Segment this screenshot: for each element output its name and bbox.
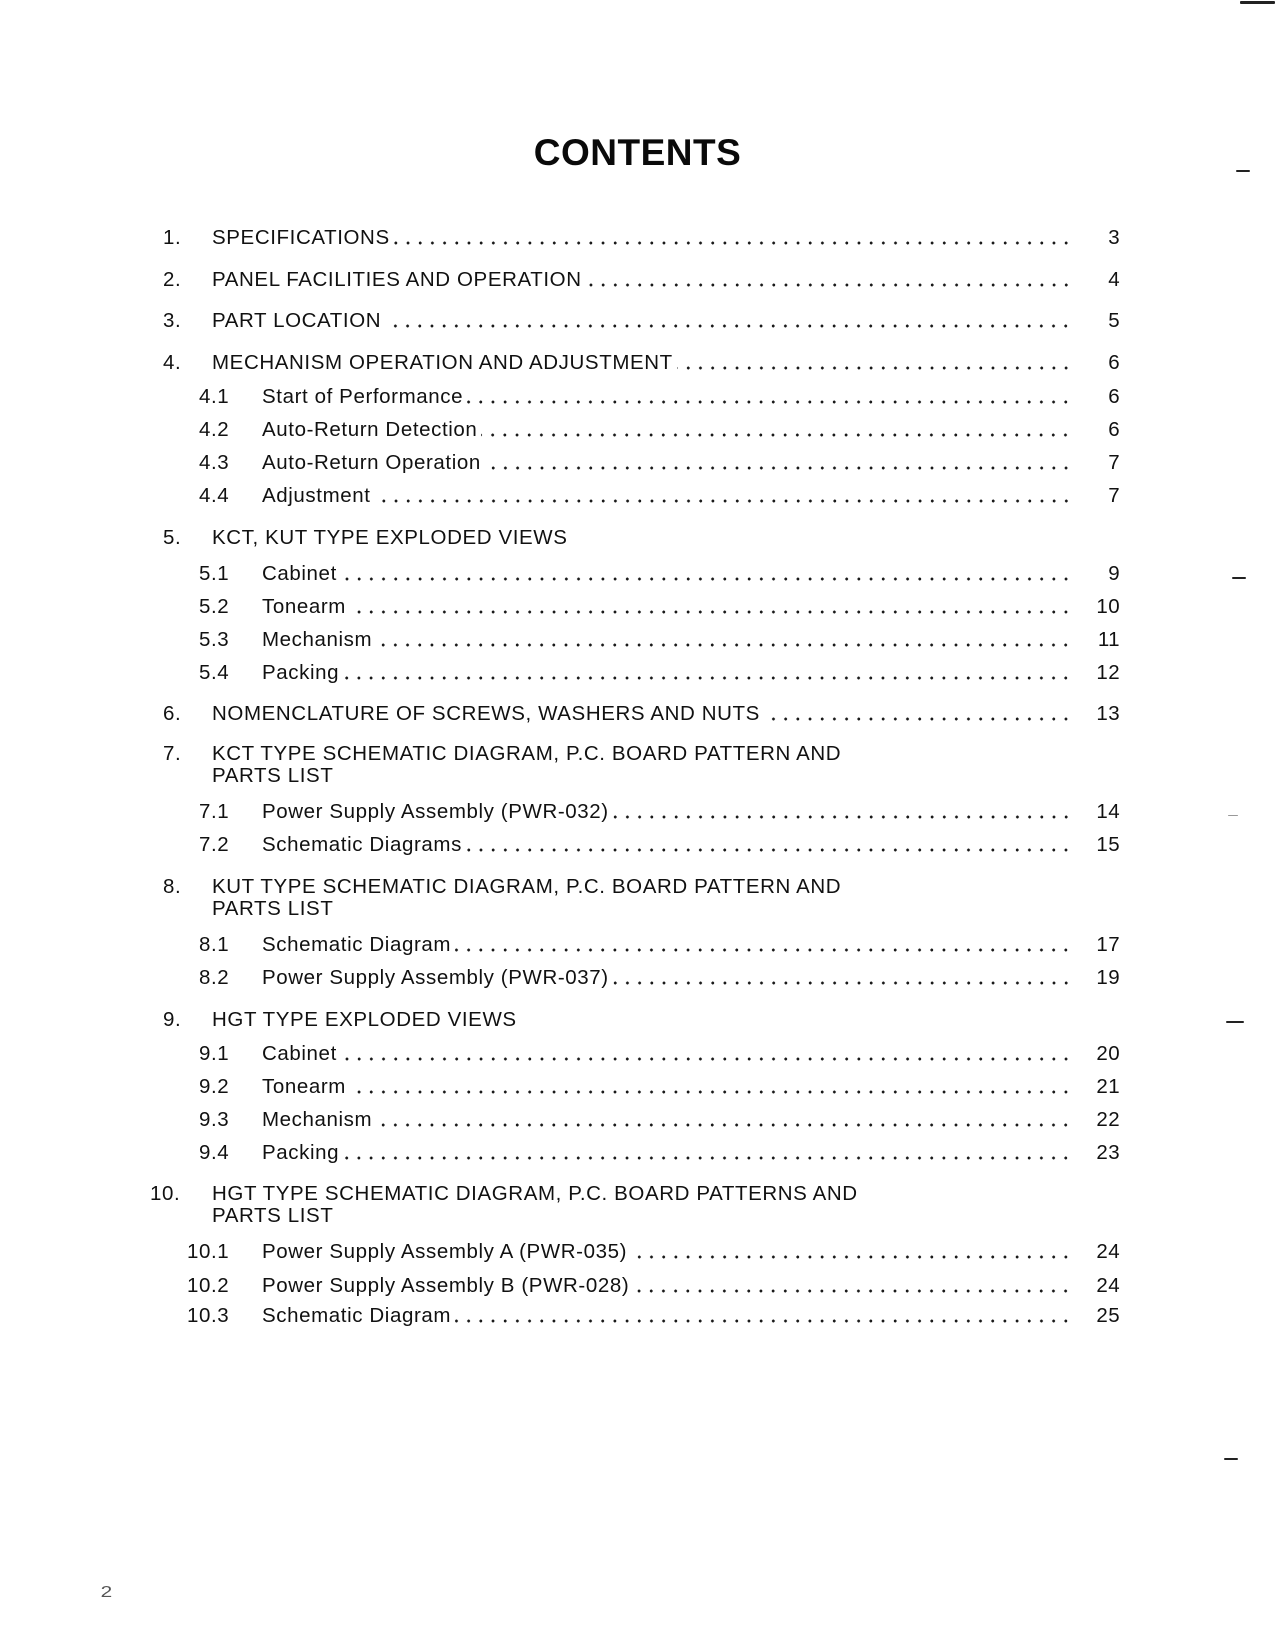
entry-label: KUT TYPE SCHEMATIC DIAGRAM, P.C. BOARD PATTERN AND bbox=[212, 875, 842, 898]
dot-leader bbox=[455, 1318, 1072, 1324]
dot-leader bbox=[633, 1288, 1072, 1294]
toc-subentry[interactable] bbox=[0, 798, 1275, 826]
scan-margin-mark bbox=[1236, 170, 1250, 172]
entry-label: Schematic Diagram bbox=[262, 1304, 452, 1327]
entry-label-continuation: PARTS LIST bbox=[212, 1204, 334, 1227]
entry-label: Schematic Diagram bbox=[262, 933, 452, 956]
scan-margin-mark bbox=[1226, 1021, 1244, 1023]
entry-label: Packing bbox=[262, 661, 340, 684]
entry-label: Cabinet bbox=[262, 562, 337, 585]
toc-subentry[interactable] bbox=[0, 1302, 1275, 1330]
dot-leader bbox=[376, 642, 1072, 648]
entry-page: 15 bbox=[1096, 833, 1120, 856]
entry-page: 11 bbox=[1097, 628, 1120, 651]
entry-number: 5. bbox=[163, 526, 182, 549]
scan-margin-mark bbox=[1232, 577, 1246, 579]
entry-number: 5.2 bbox=[199, 595, 230, 618]
toc-entry[interactable] bbox=[0, 1180, 1275, 1208]
toc-entry[interactable] bbox=[0, 873, 1275, 901]
toc-entry[interactable] bbox=[0, 524, 1275, 552]
entry-page: 24 bbox=[1096, 1274, 1120, 1297]
entry-number: 9.4 bbox=[199, 1141, 230, 1164]
entry-page: 23 bbox=[1096, 1141, 1120, 1164]
entry-number: 9.3 bbox=[199, 1108, 230, 1131]
toc-subentry[interactable] bbox=[0, 1238, 1275, 1266]
toc-subentry[interactable] bbox=[0, 1073, 1275, 1101]
entry-page: 7 bbox=[1108, 451, 1120, 474]
entry-number: 4.4 bbox=[199, 484, 230, 507]
toc-entry[interactable] bbox=[0, 224, 1275, 252]
toc-subentry[interactable] bbox=[0, 1139, 1275, 1167]
toc-subentry[interactable] bbox=[0, 482, 1275, 510]
toc-subentry[interactable] bbox=[0, 931, 1275, 959]
entry-page: 19 bbox=[1096, 966, 1120, 989]
entry-page: 5 bbox=[1108, 309, 1120, 332]
entry-page: 14 bbox=[1096, 800, 1120, 823]
entry-label: Mechanism bbox=[262, 628, 373, 651]
entry-page: 6 bbox=[1108, 418, 1120, 441]
page-title: CONTENTS bbox=[533, 132, 742, 173]
entry-number: 1. bbox=[163, 226, 182, 249]
dot-leader bbox=[350, 609, 1072, 615]
entry-page: 24 bbox=[1096, 1240, 1120, 1263]
entry-page: 25 bbox=[1096, 1304, 1120, 1327]
entry-label: SPECIFICATIONS bbox=[212, 226, 390, 249]
entry-number: 7.2 bbox=[199, 833, 230, 856]
dot-leader bbox=[485, 465, 1072, 471]
entry-page: 6 bbox=[1108, 351, 1120, 374]
entry-number: 7. bbox=[163, 742, 182, 765]
dot-leader bbox=[586, 282, 1072, 288]
dot-leader bbox=[341, 1056, 1072, 1062]
entry-label: Auto-Return Detection bbox=[262, 418, 478, 441]
toc-subentry[interactable] bbox=[0, 449, 1275, 477]
dot-leader bbox=[677, 365, 1072, 371]
toc-subentry[interactable] bbox=[0, 560, 1275, 588]
entry-label: Power Supply Assembly A (PWR-035) bbox=[262, 1240, 628, 1263]
entry-label: Auto-Return Operation bbox=[262, 451, 481, 474]
entry-label: Mechanism bbox=[262, 1108, 373, 1131]
toc-entry[interactable] bbox=[0, 266, 1275, 294]
entry-page: 4 bbox=[1108, 268, 1120, 291]
entry-page: 22 bbox=[1096, 1108, 1120, 1131]
entry-page: 12 bbox=[1096, 661, 1120, 684]
entry-number: 9. bbox=[163, 1008, 182, 1031]
entry-number: 4. bbox=[163, 351, 182, 374]
entry-number: 5.4 bbox=[199, 661, 230, 684]
entry-number: 5.1 bbox=[199, 562, 230, 585]
entry-number: 4.2 bbox=[199, 418, 230, 441]
entry-number: 7.1 bbox=[199, 800, 230, 823]
toc-entry[interactable] bbox=[0, 700, 1275, 728]
entry-label: Tonearm bbox=[262, 1075, 346, 1098]
scan-margin-mark bbox=[1224, 1458, 1238, 1460]
dot-leader bbox=[631, 1254, 1072, 1260]
toc-subentry[interactable] bbox=[0, 383, 1275, 411]
entry-page: 6 bbox=[1108, 385, 1120, 408]
entry-label: Cabinet bbox=[262, 1042, 337, 1065]
dot-leader bbox=[764, 716, 1072, 722]
toc-subentry[interactable] bbox=[0, 659, 1275, 687]
dot-leader bbox=[613, 980, 1072, 986]
dot-leader bbox=[376, 1122, 1072, 1128]
entry-label: KCT, KUT TYPE EXPLODED VIEWS bbox=[212, 526, 568, 549]
entry-label: NOMENCLATURE OF SCREWS, WASHERS AND NUTS bbox=[212, 702, 760, 725]
entry-page: 7 bbox=[1108, 484, 1120, 507]
entry-label: Power Supply Assembly (PWR-037) bbox=[262, 966, 609, 989]
entry-number: 3. bbox=[163, 309, 182, 332]
entry-label-continuation: PARTS LIST bbox=[212, 897, 334, 920]
toc-entry[interactable] bbox=[0, 1006, 1275, 1034]
entry-label-continuation: PARTS LIST bbox=[212, 764, 334, 787]
dot-leader bbox=[481, 432, 1072, 438]
entry-label: Start of Performance bbox=[262, 385, 464, 408]
toc-subentry[interactable] bbox=[0, 626, 1275, 654]
entry-page: 17 bbox=[1096, 933, 1120, 956]
entry-label: Power Supply Assembly (PWR-032) bbox=[262, 800, 609, 823]
dot-leader bbox=[343, 675, 1072, 681]
entry-page: 21 bbox=[1096, 1075, 1120, 1098]
toc-entry[interactable] bbox=[0, 307, 1275, 335]
entry-page: 13 bbox=[1096, 702, 1120, 725]
dot-leader bbox=[455, 947, 1072, 953]
toc-subentry[interactable] bbox=[0, 416, 1275, 444]
entry-number: 8.1 bbox=[199, 933, 230, 956]
dot-leader bbox=[343, 1155, 1072, 1161]
entry-number: 10.3 bbox=[187, 1304, 230, 1327]
dot-leader bbox=[375, 498, 1072, 504]
entry-label: Schematic Diagrams bbox=[262, 833, 462, 856]
entry-label: PART LOCATION bbox=[212, 309, 382, 332]
entry-page: 20 bbox=[1096, 1042, 1120, 1065]
toc-subentry[interactable] bbox=[0, 831, 1275, 859]
entry-number: 6. bbox=[163, 702, 182, 725]
entry-label: Power Supply Assembly B (PWR-028) bbox=[262, 1274, 630, 1297]
dot-leader bbox=[385, 323, 1072, 329]
toc-subentry[interactable] bbox=[0, 1040, 1275, 1068]
entry-label: KCT TYPE SCHEMATIC DIAGRAM, P.C. BOARD PATTERN AND bbox=[212, 742, 842, 765]
entry-page: 10 bbox=[1096, 595, 1120, 618]
toc-subentry[interactable] bbox=[0, 1106, 1275, 1134]
entry-page: 9 bbox=[1108, 562, 1120, 585]
entry-label: HGT TYPE EXPLODED VIEWS bbox=[212, 1008, 517, 1031]
entry-label: Packing bbox=[262, 1141, 340, 1164]
toc-subentry[interactable] bbox=[0, 593, 1275, 621]
dot-leader bbox=[350, 1089, 1072, 1095]
scan-margin-mark bbox=[1228, 815, 1238, 816]
entry-number: 8. bbox=[163, 875, 182, 898]
entry-number: 5.3 bbox=[199, 628, 230, 651]
entry-label: Adjustment bbox=[262, 484, 371, 507]
entry-page: 3 bbox=[1108, 226, 1120, 249]
dot-leader bbox=[613, 814, 1072, 820]
entry-number: 4.1 bbox=[199, 385, 230, 408]
entry-number: 9.1 bbox=[199, 1042, 230, 1065]
entry-label: MECHANISM OPERATION AND ADJUSTMENT bbox=[212, 351, 673, 374]
entry-number: 9.2 bbox=[199, 1075, 230, 1098]
scan-margin-mark bbox=[1240, 1, 1275, 4]
entry-number: 10.1 bbox=[187, 1240, 230, 1263]
page-number: 2 bbox=[100, 1584, 113, 1601]
entry-number: 2. bbox=[163, 268, 182, 291]
dot-leader bbox=[394, 240, 1072, 246]
entry-label: PANEL FACILITIES AND OPERATION bbox=[212, 268, 582, 291]
entry-label: Tonearm bbox=[262, 595, 346, 618]
entry-number: 8.2 bbox=[199, 966, 230, 989]
entry-number: 4.3 bbox=[199, 451, 230, 474]
dot-leader bbox=[466, 847, 1072, 853]
dot-leader bbox=[341, 576, 1072, 582]
entry-number: 10.2 bbox=[187, 1274, 230, 1297]
dot-leader bbox=[467, 399, 1072, 405]
toc-subentry[interactable] bbox=[0, 1272, 1275, 1300]
toc-entry[interactable] bbox=[0, 740, 1275, 768]
entry-number: 10. bbox=[150, 1182, 181, 1205]
entry-label: HGT TYPE SCHEMATIC DIAGRAM, P.C. BOARD PATTERNS AND bbox=[212, 1182, 858, 1205]
toc-subentry[interactable] bbox=[0, 964, 1275, 992]
toc-entry[interactable] bbox=[0, 349, 1275, 377]
